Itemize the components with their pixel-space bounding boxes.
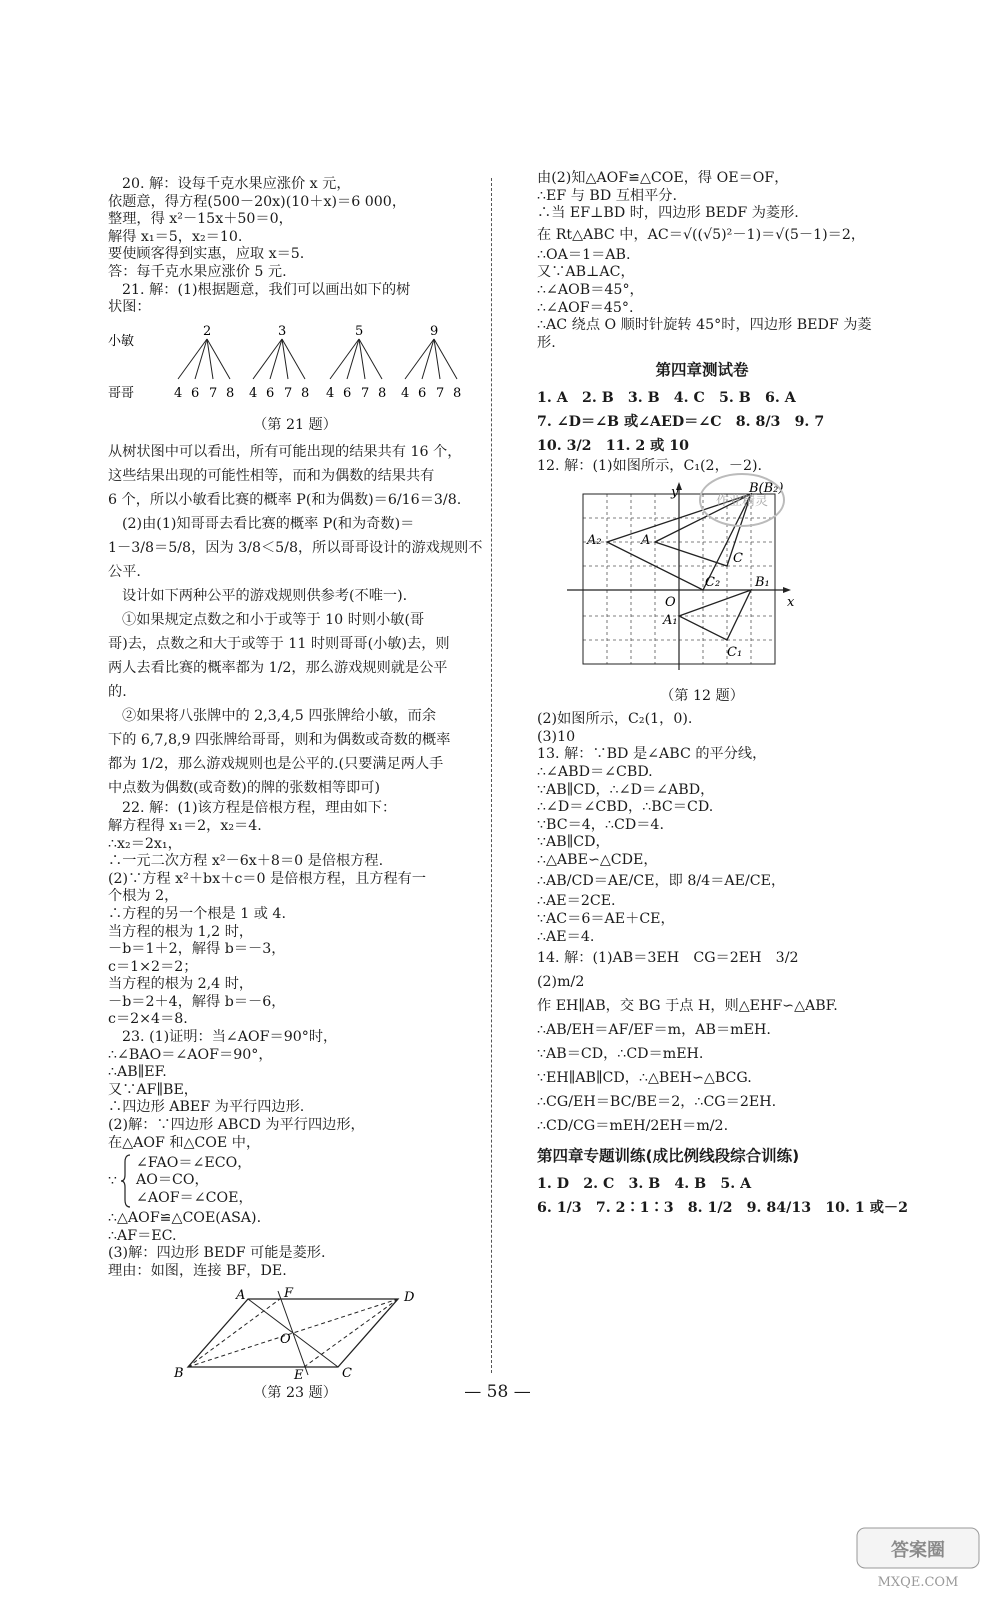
axis-label: y <box>671 484 679 500</box>
text-line: 在 Rt△ABC 中，AC＝√((√5)²－1)＝√(5－1)＝2， <box>537 226 866 243</box>
tree-leaf: 8 <box>378 385 387 401</box>
text-line: 又∵AF∥BE， <box>108 1081 198 1098</box>
point-label: E <box>294 1367 304 1379</box>
tree-root: 5 <box>355 323 364 339</box>
text-line: 又∵AB⊥AC， <box>537 264 635 281</box>
text-line: 1－3/8＝5/8，因为 3/8＜5/8，所以哥哥设计的游戏规则不 <box>108 540 483 557</box>
text-line: 公平. <box>108 564 141 581</box>
svg-text:答案圈: 答案圈 <box>891 1540 945 1561</box>
text-line: 答：每千克水果应涨价 5 元. <box>108 263 287 280</box>
system-lines <box>136 1155 253 1208</box>
text-line: 整理，得 x²－15x＋50＝0， <box>108 211 293 228</box>
text-line: 12. 解：(1)如图所示，C₁(2，－2). <box>537 457 763 474</box>
q22-block <box>108 800 482 1029</box>
tree-4 <box>401 324 461 401</box>
text-line: ∴CD/CG＝mEH/2EH＝m/2. <box>537 1118 729 1135</box>
tree-1 <box>174 324 234 401</box>
text-line: ②如果将八张牌中的 2,3,4,5 四张牌给小敏，而余 <box>122 708 437 725</box>
text-line: 哥)去，点数之和大于或等于 11 时则哥哥(小敏)去，则 <box>108 636 450 653</box>
text-line: 依题意，得方程(500－20x)(10＋x)＝6 000， <box>108 193 407 210</box>
point-label: F <box>284 1286 294 1301</box>
text-line: ∵AC＝6＝AE＋CE， <box>537 911 675 928</box>
text-line: c＝2×4＝8. <box>108 1011 188 1028</box>
text-line: (2)如图所示，C₂(1，0). <box>537 711 693 728</box>
page-number: — 58 — <box>464 1382 531 1402</box>
tree-diagram <box>108 323 482 411</box>
tree-leaf: 7 <box>361 385 370 401</box>
text-line: ①如果规定点数之和小于或等于 10 时则小敏(哥 <box>122 612 425 629</box>
logo-text: MXQE.COM <box>877 1575 959 1590</box>
point-label: D <box>404 1289 415 1305</box>
q20-block <box>108 176 482 282</box>
text-line: ∴当 EF⊥BD 时，四边形 BEDF 为菱形. <box>537 205 799 222</box>
tree-leaf: 6 <box>343 385 352 401</box>
text-line: ∴AE＝2CE. <box>537 893 616 910</box>
text-line: 要使顾客得到实惠，应取 x＝5. <box>108 246 305 263</box>
q13-block <box>537 746 867 946</box>
text-line: ∵BC＝4，∴CD＝4. <box>537 816 664 833</box>
figure-caption: （第 23 题） <box>253 1384 337 1401</box>
section-title: 第四章测试卷 <box>655 361 749 380</box>
text-line: 这些结果出现的可能性相等，而和为偶数的结果共有 <box>108 468 435 485</box>
text-line: 14. 解：(1)AB＝3EH CG＝2EH 3/2 <box>537 950 799 967</box>
text-line: ∵AB∥CD，∴∠D＝∠ABD， <box>537 781 715 798</box>
text-line: ∵AB＝CD，∴CD＝mEH. <box>537 1046 704 1063</box>
tree-leaf: 6 <box>266 385 275 401</box>
special-answers <box>537 1172 908 1220</box>
right-column <box>537 170 908 1220</box>
tree-leaf: 8 <box>301 385 310 401</box>
q23-block <box>108 1029 482 1402</box>
text-line: 22. 解：(1)该方程是倍根方程，理由如下： <box>122 800 397 817</box>
text-line: 当方程的根为 1,2 时， <box>108 923 254 940</box>
tree-leaf: 6 <box>191 385 200 401</box>
tree-leaf: 8 <box>226 385 235 401</box>
text-line: 理由：如图，连接 BF，DE. <box>108 1263 287 1279</box>
tree-leaf: 4 <box>326 385 335 401</box>
text-line: 状图： <box>108 299 151 316</box>
text-line: ∴方程的另一个根是 1 或 4. <box>108 905 286 922</box>
figure-caption: （第 12 题） <box>660 687 744 704</box>
text-line: ∠AOF＝∠COE， <box>135 1190 253 1207</box>
text-line: 10. 3/2 11. 2 或 10 <box>537 437 690 454</box>
stamp-text: 作业精灵 <box>715 494 769 509</box>
text-line: 设计如下两种公平的游戏规则供参考(不唯一). <box>122 588 408 605</box>
text-line: 两人去看比赛的概率都为 1/2，那么游戏规则就是公平 <box>108 660 448 677</box>
section-title: 第四章专题训练(成比例线段综合训练) <box>537 1147 800 1166</box>
tree-3 <box>326 324 386 401</box>
text-line: ∴一元二次方程 x²－6x＋8＝0 是倍根方程. <box>108 853 384 870</box>
text-line: －b＝2＋4，解得 b＝－6， <box>108 993 286 1010</box>
text-line: 解方程得 x₁＝2，x₂＝4. <box>108 817 262 834</box>
text-line: 个根为 2， <box>108 888 179 905</box>
text-line: ∴∠BAO＝∠AOF＝90°， <box>108 1046 273 1063</box>
text-line: ∵AB∥CD， <box>537 834 610 851</box>
text-line: (2)∵方程 x²＋bx＋c＝0 是倍根方程，且方程有一 <box>108 870 427 887</box>
figure-caption: （第 21 题） <box>253 416 337 433</box>
text-line: 1. D 2. C 3. B 4. B 5. A <box>537 1175 752 1192</box>
point-label: C₂ <box>705 574 721 590</box>
point-label: O <box>280 1331 291 1347</box>
point-label: C₁ <box>727 644 743 660</box>
axis-label: x <box>787 594 795 610</box>
tree-leaf: 8 <box>453 385 462 401</box>
tree-leaf: 4 <box>174 385 183 401</box>
text-line: (2)m/2 <box>537 974 585 991</box>
ch4-answers <box>537 386 867 458</box>
text-line: －b＝1＋2，解得 b＝－3， <box>108 941 286 958</box>
text-line: ∴EF 与 BD 互相平分. <box>537 187 678 204</box>
text-line: ∴AB∥EF. <box>108 1064 167 1081</box>
point-label: A₂ <box>587 532 602 548</box>
text-line: 中点数为偶数(或奇数)的牌的张数相等即可) <box>108 780 380 797</box>
text-line: 13. 解：∵BD 是∠ABC 的平分线， <box>537 746 767 763</box>
tree-leaf: 7 <box>284 385 293 401</box>
tree-leaf: 4 <box>249 385 258 401</box>
text-line: ∴CG/EH＝BC/BE＝2，∴CG＝2EH. <box>537 1094 777 1111</box>
point-label: C <box>342 1365 352 1379</box>
text-line: (2)解：∵四边形 ABCD 为平行四边形， <box>108 1117 365 1134</box>
text-line: ∴∠AOB＝45°， <box>537 281 644 298</box>
text-line: 21. 解：(1)根据题意，我们可以画出如下的树 <box>122 281 411 298</box>
text-line: 由(2)知△AOF≌△COE，得 OE＝OF， <box>537 170 789 186</box>
point-label: B(B₂) <box>749 481 784 496</box>
text-line: (2)由(1)知哥哥去看比赛的概率 P(和为奇数)＝ <box>122 516 415 533</box>
text-line: 从树状图中可以看出，所有可能出现的结果共有 16 个， <box>108 444 462 461</box>
text-line: ∴∠AOF＝45°. <box>537 299 634 316</box>
left-column <box>108 176 482 1408</box>
tree-root: 2 <box>203 323 212 339</box>
tree-root: 3 <box>278 323 287 339</box>
text-line: ∴AB/CD＝AE/CE，即 8/4＝AE/CE， <box>537 873 786 890</box>
text-line: ∴AF＝EC. <box>108 1227 177 1244</box>
tree-leaf: 7 <box>436 385 445 401</box>
tree-row2-label: 哥哥 <box>108 385 135 401</box>
text-line: 下的 6,7,8,9 四张牌给哥哥，则和为偶数或奇数的概率 <box>108 732 451 749</box>
parallelogram-figure <box>108 1287 482 1379</box>
text-line: ∴AB/EH＝AF/EF＝m，AB＝mEH. <box>537 1022 771 1039</box>
q14-block <box>537 946 867 1138</box>
tree-leaf: 4 <box>401 385 410 401</box>
text-line: ∴AE＝4. <box>537 928 595 945</box>
tree-leaf: 7 <box>209 385 218 401</box>
text-line: ∴OA＝1＝AB. <box>537 246 631 263</box>
text-line: 6. 1/3 7. 2∶1∶3 8. 1/2 9. 84/13 10. 1 或－2 <box>537 1199 908 1216</box>
text-line: AO＝CO， <box>135 1172 209 1189</box>
text-line: 形. <box>537 334 556 351</box>
text-line: 当方程的根为 2,4 时， <box>108 976 254 993</box>
point-label: O <box>665 594 676 610</box>
point-label: B₁ <box>755 574 770 590</box>
text-line: 作 EH∥AB，交 BG 于点 H，则△EHF∽△ABF. <box>537 998 838 1015</box>
text-line: ∴∠ABD＝∠CBD. <box>537 763 653 780</box>
column-divider <box>491 178 492 1373</box>
tree-row1-label: 小敏 <box>108 333 135 349</box>
text-line: 20. 解：设每千克水果应涨价 x 元， <box>122 176 351 192</box>
q21-block <box>108 282 482 801</box>
text-line: ∴AC 绕点 O 顺时针旋转 45°时，四边形 BEDF 为菱 <box>537 317 872 334</box>
brace <box>121 1154 131 1208</box>
text-line: ∴∠D＝∠CBD，∴BC＝CD. <box>537 799 714 816</box>
because-symbol: ∵ <box>108 1173 117 1190</box>
tree-2 <box>249 324 309 401</box>
text-line: (3)解：四边形 BEDF 可能是菱形. <box>108 1245 326 1262</box>
text-line: 23. (1)证明：当∠AOF＝90°时， <box>122 1029 338 1046</box>
text-line: ∴x₂＝2x₁， <box>108 835 182 852</box>
point-label: A <box>641 532 651 548</box>
text-line: 6 个，所以小敏看比赛的概率 P(和为偶数)＝6/16＝3/8. <box>108 492 462 509</box>
text-line: (3)10 <box>537 728 576 745</box>
text-line: 解得 x₁＝5，x₂＝10. <box>108 228 243 245</box>
text-line: c＝1×2＝2； <box>108 958 198 975</box>
text-line: 的. <box>108 684 127 701</box>
site-logo <box>853 1522 983 1592</box>
point-label: B <box>174 1365 184 1379</box>
point-label: A <box>236 1287 246 1303</box>
point-label: A₁ <box>663 612 678 628</box>
text-line: 7. ∠D＝∠B 或∠AED＝∠C 8. 8/3 9. 7 <box>537 413 825 430</box>
stamp-watermark <box>697 470 787 530</box>
text-line: 都为 1/2，那么游戏规则也是公平的.(只要满足两人手 <box>108 756 444 773</box>
text-line: ∵EH∥AB∥CD，∴△BEH∽△BCG. <box>537 1070 752 1087</box>
text-line: 在△AOF 和△COE 中， <box>108 1134 261 1151</box>
text-line: ∴四边形 ABEF 为平行四边形. <box>108 1099 305 1116</box>
tree-leaf: 6 <box>418 385 427 401</box>
text-line: ∴△AOF≌△COE(ASA). <box>108 1210 262 1227</box>
tree-root: 9 <box>430 323 439 339</box>
text-line: ∴△ABE∽△CDE， <box>537 851 658 868</box>
text-line: ∠FAO＝∠ECO， <box>135 1154 252 1171</box>
q23-continued <box>537 170 872 352</box>
point-label: C <box>733 550 743 566</box>
text-line: 1. A 2. B 3. B 4. C 5. B 6. A <box>537 389 796 406</box>
equation-system <box>108 1154 482 1208</box>
